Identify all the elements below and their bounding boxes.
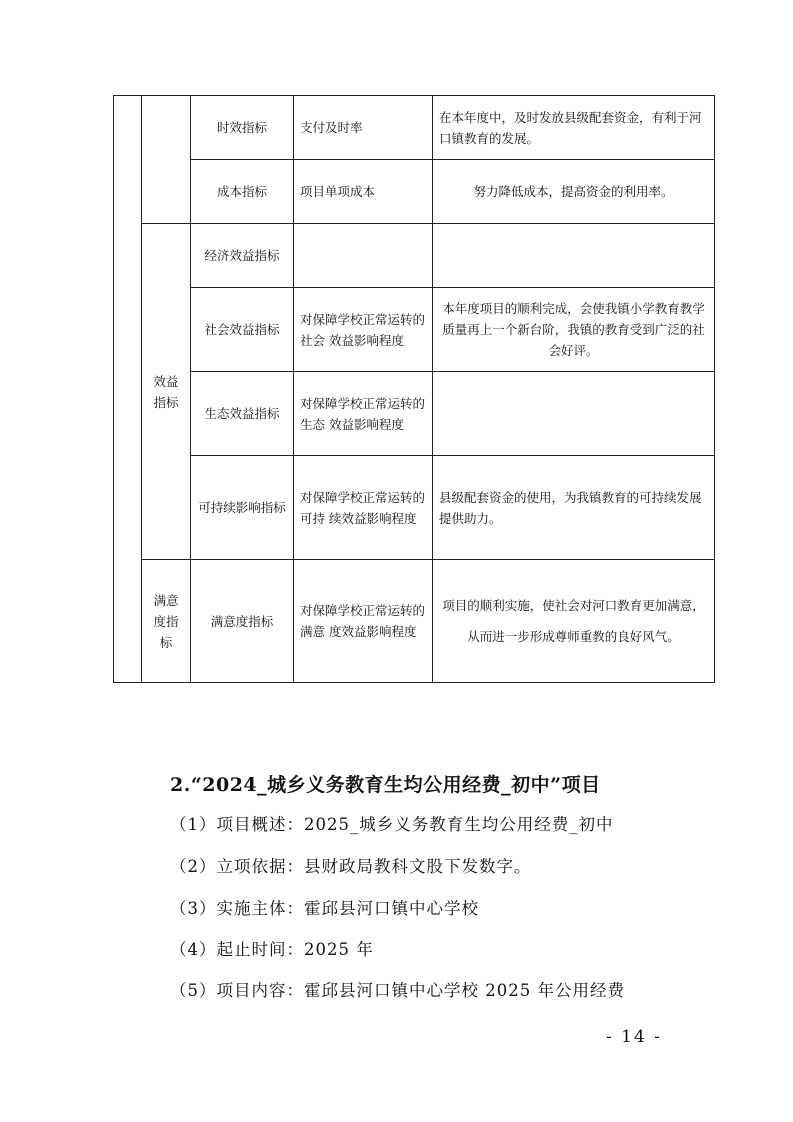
indicator-cell: 对保障学校正常运转的可持 续效益影响程度 <box>294 456 433 560</box>
sub-indicator-cell: 经济效益指标 <box>191 224 294 288</box>
value-cell <box>433 560 715 683</box>
table-row <box>114 96 715 160</box>
indicator-cell: 对保障学校正常运转的生态 效益影响程度 <box>294 372 433 456</box>
table-row <box>114 560 715 683</box>
indicator-cell: 支付及时率 <box>294 96 433 160</box>
table-row <box>114 456 715 560</box>
indicator-cell: 项目单项成本 <box>294 160 433 224</box>
section-heading: 2.“2024_城乡义务教育生均公用经费_初中”项目 <box>170 774 601 796</box>
performance-indicator-table <box>113 95 715 683</box>
section-item: （4）起止时间：2025 年 <box>170 940 374 959</box>
value-line: 从而进一步形成尊师重教的良好风气。 <box>467 629 680 644</box>
sub-indicator-cell: 生态效益指标 <box>191 372 294 456</box>
value-cell <box>433 372 715 456</box>
table-row <box>114 224 715 288</box>
value-cell: 县级配套资金的使用，为我镇教育的可持续发展提供助力。 <box>433 456 715 560</box>
indicator-cell: 对保障学校正常运转的满意 度效益影响程度 <box>294 560 433 683</box>
section-item: （5）项目内容：霍邱县河口镇中心学校 2025 年公用经费 <box>170 981 625 1000</box>
sub-indicator-cell: 满意度指标 <box>191 560 294 683</box>
page-number: - 14 - <box>606 1027 662 1047</box>
indicator-cell <box>294 224 433 288</box>
section-item: （3）实施主体：霍邱县河口镇中心学校 <box>170 899 479 918</box>
value-cell <box>433 224 715 288</box>
section-item: （1）项目概述：2025_城乡义务教育生均公用经费_初中 <box>170 815 614 834</box>
indicator-cell: 对保障学校正常运转的社会 效益影响程度 <box>294 288 433 372</box>
table-row <box>114 288 715 372</box>
sub-indicator-cell: 成本指标 <box>191 160 294 224</box>
section-item: （2）立项依据：县财政局教科文股下发数字。 <box>170 857 532 876</box>
category-cell <box>142 96 191 224</box>
value-cell: 本年度项目的顺利完成，会使我镇小学教育教学质量再上一个新台阶，我镇的教育受到广泛的社会好评。 <box>433 288 715 372</box>
sub-indicator-cell: 社会效益指标 <box>191 288 294 372</box>
sub-indicator-cell: 可持续影响指标 <box>191 456 294 560</box>
table-row <box>114 372 715 456</box>
outer-category-cell <box>114 96 142 683</box>
category-cell: 效益指标 <box>142 224 191 560</box>
value-cell: 努力降低成本，提高资金的利用率。 <box>433 160 715 224</box>
value-cell: 在本年度中，及时发放县级配套资金，有利于河口镇教育的发展。 <box>433 96 715 160</box>
sub-indicator-cell: 时效指标 <box>191 96 294 160</box>
value-line: 项目的顺利实施，使社会对河口教育更加满意， <box>442 598 705 613</box>
category-cell: 满意度指标 <box>142 560 191 683</box>
table-row <box>114 160 715 224</box>
